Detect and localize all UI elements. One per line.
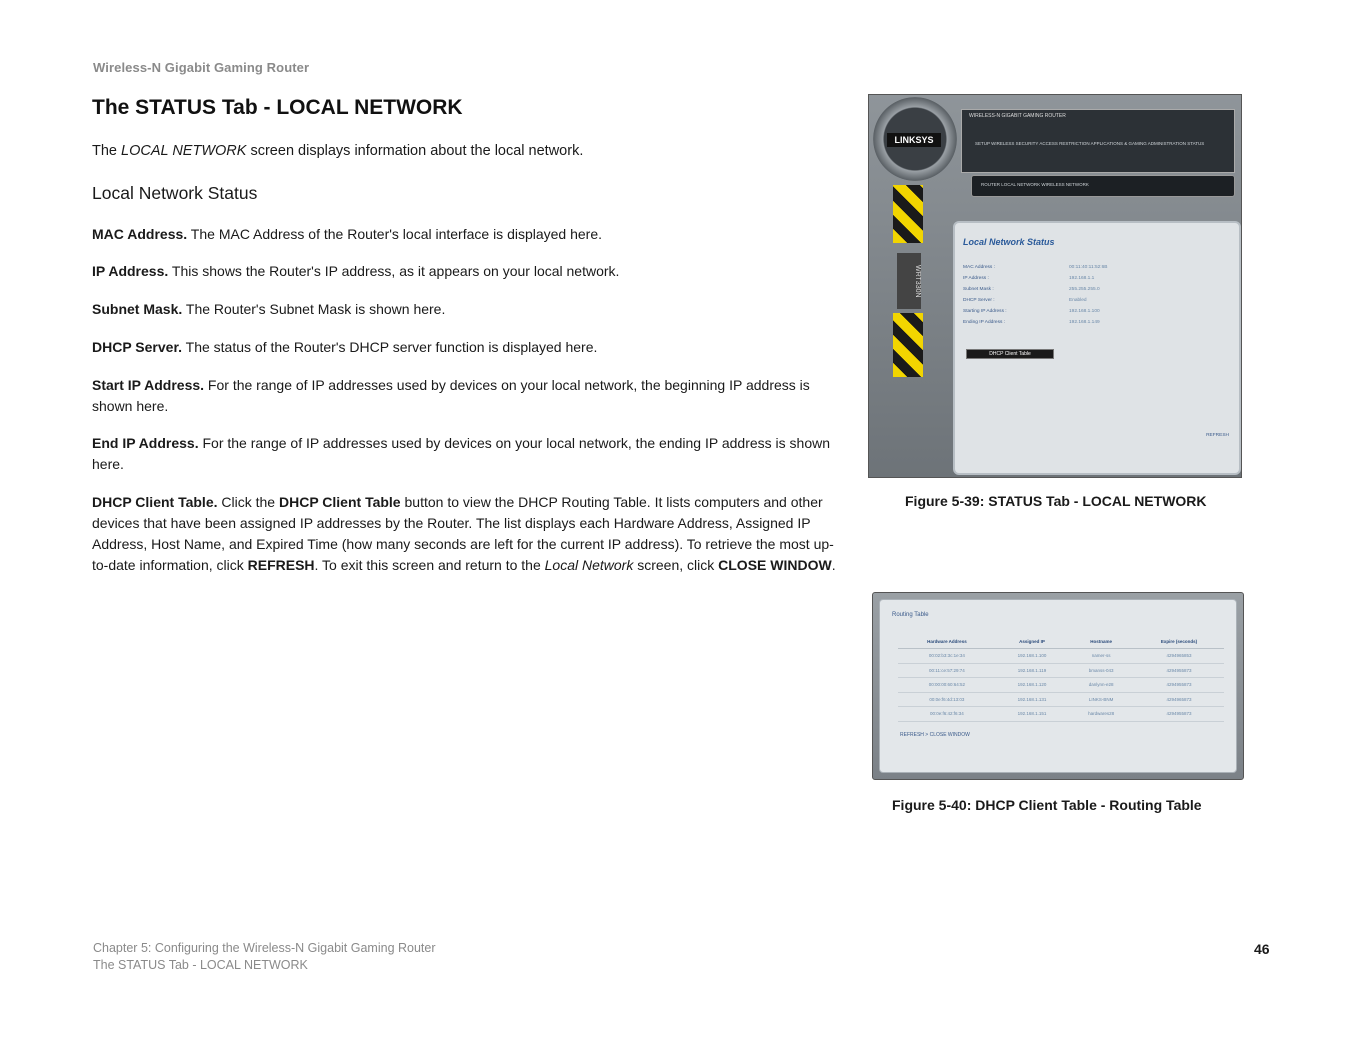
row-value: 255.255.255.0: [1069, 287, 1100, 292]
term: DHCP Client Table.: [92, 494, 218, 510]
table-row: [898, 678, 1224, 693]
hazard-stripe: [893, 313, 923, 377]
cell: 192.168.1.131: [996, 692, 1068, 707]
column-header: Assigned IP: [996, 634, 1068, 649]
row-label: MAC Address :: [963, 265, 995, 270]
cell: 4294955873: [1134, 678, 1224, 693]
figure-routing-table: [872, 592, 1244, 780]
definition-ip-address: [92, 261, 837, 282]
routing-table-title: Routing Table: [892, 612, 929, 618]
refresh-close-links[interactable]: REFRESH > CLOSE WINDOW: [900, 732, 970, 738]
page-number: 46: [1254, 941, 1270, 957]
footer-chapter: Chapter 5: Configuring the Wireless-N Gigabit Gaming Router: [93, 941, 436, 955]
intro-screen-name: LOCAL NETWORK: [121, 143, 247, 159]
table-row: [898, 663, 1224, 678]
definition-subnet-mask: [92, 299, 837, 320]
row-label: DHCP Server :: [963, 298, 995, 303]
text: .: [831, 557, 836, 573]
term: Start IP Address.: [92, 377, 205, 393]
definition-mac-address: [92, 224, 837, 245]
page-title: The STATUS Tab - LOCAL NETWORK: [92, 96, 463, 119]
definition-dhcp-client-table: [92, 492, 837, 576]
cell: 00:11:ce:57:29:74: [898, 663, 996, 678]
figure-status-local-network: [868, 94, 1242, 478]
status-panel: [953, 221, 1241, 475]
cell: 4294955873: [1134, 663, 1224, 678]
row-value: 192.168.1.149: [1069, 320, 1100, 325]
definition-start-ip: [92, 375, 837, 417]
description: The status of the Router's DHCP server function is displayed here.: [182, 339, 598, 355]
column-header: Hardware Address: [898, 634, 996, 649]
italic-ref: Local Network: [544, 557, 634, 573]
status-row: [963, 276, 1193, 281]
cell: 192.168.1.119: [996, 663, 1068, 678]
bold-ref: CLOSE WINDOW: [718, 557, 832, 573]
cell: 00:00:00:60:64:52: [898, 678, 996, 693]
term: End IP Address.: [92, 435, 199, 451]
cell: hardwares28: [1068, 707, 1134, 722]
description: This shows the Router's IP address, as it appears on your local network.: [168, 263, 620, 279]
bold-ref: REFRESH: [247, 557, 315, 573]
intro-paragraph: [92, 143, 583, 159]
row-value: 192.168.1.100: [1069, 309, 1100, 314]
intro-prefix: The: [92, 143, 122, 159]
column-header: Hostname: [1068, 634, 1134, 649]
figure-caption: Figure 5-40: DHCP Client Table - Routing Table: [892, 797, 1202, 813]
footer-section: The STATUS Tab - LOCAL NETWORK: [93, 958, 308, 972]
panel-title: Local Network Status: [963, 237, 1055, 247]
row-label: Starting IP Address :: [963, 309, 1007, 314]
definition-dhcp-server: [92, 337, 837, 358]
linksys-logo: LINKSYS: [887, 133, 941, 147]
routing-table: [898, 634, 1224, 722]
routing-table-panel: [879, 599, 1237, 773]
model-label: WRT330N: [897, 253, 921, 309]
table-row: [898, 649, 1224, 664]
row-value: 192.168.1.1: [1069, 276, 1095, 281]
term: IP Address.: [92, 263, 169, 279]
footer: [93, 940, 436, 974]
hazard-stripe: [893, 185, 923, 243]
running-head: Wireless-N Gigabit Gaming Router: [93, 60, 310, 75]
status-row: [963, 287, 1193, 292]
cell: 00:0e:f6:4d:13:03: [898, 692, 996, 707]
column-header: Expire (seconds): [1134, 634, 1224, 649]
description: The MAC Address of the Router's local interface is displayed here.: [187, 226, 603, 242]
row-value: 00:11:40:11:52:6B: [1069, 265, 1108, 270]
table-row: [898, 707, 1224, 722]
row-label: Ending IP Address :: [963, 320, 1006, 325]
bold-ref: DHCP Client Table: [278, 494, 401, 510]
cell: bmanss-043: [1068, 663, 1134, 678]
cell: 00:02:b3:3c:1e:34: [898, 649, 996, 664]
row-label: Subnet Mask :: [963, 287, 994, 292]
cell: namer-ss: [1068, 649, 1134, 664]
text: . To exit this screen and return to the: [314, 557, 545, 573]
cell: 4294965873: [1134, 692, 1224, 707]
main-tabs[interactable]: SETUP WIRELESS SECURITY ACCESS RESTRICTION APPLICATIONS & GAMING ADMINISTRATION STATUS: [975, 141, 1205, 146]
intro-suffix: screen displays information about the local network.: [246, 143, 584, 159]
term: MAC Address.: [92, 226, 188, 242]
row-label: IP Address :: [963, 276, 989, 281]
figure-caption: Figure 5-39: STATUS Tab - LOCAL NETWORK: [905, 493, 1207, 509]
cell: 00:0e:f6:42:f6:34: [898, 707, 996, 722]
term: DHCP Server.: [92, 339, 183, 355]
text: Click the: [217, 494, 279, 510]
status-row: [963, 298, 1193, 303]
term: Subnet Mask.: [92, 301, 183, 317]
cell: LINKS-BNM: [1068, 692, 1134, 707]
description: The Router's Subnet Mask is shown here.: [182, 301, 446, 317]
text: button to view the DHCP Routing Table. It lists computers and other devices that have been assigned IP addresses by the Router. The list displays each Hardware Address, Assigned IP Address, Host Name, and Expired Time (how many seconds are left for the current IP address). To retrieve the most up-to-date information, click: [92, 494, 834, 573]
description: For the range of IP addresses used by devices on your local network, the beginning IP address is shown here.: [92, 377, 810, 414]
cell: 192.168.1.120: [996, 678, 1068, 693]
refresh-link[interactable]: REFRESH: [1206, 433, 1229, 438]
cell: danlynn-e28: [1068, 678, 1134, 693]
section-heading: Local Network Status: [92, 183, 258, 203]
row-value: Enabled: [1069, 298, 1087, 303]
definition-end-ip: [92, 433, 837, 475]
status-row: [963, 309, 1193, 314]
cell: 192.168.1.151: [996, 707, 1068, 722]
table-row: [898, 692, 1224, 707]
sub-tabs[interactable]: ROUTER LOCAL NETWORK WIRELESS NETWORK: [981, 182, 1089, 187]
cell: 4294965853: [1134, 649, 1224, 664]
status-row: [963, 320, 1193, 325]
status-row: [963, 265, 1193, 270]
dhcp-client-table-button[interactable]: DHCP Client Table: [966, 349, 1054, 359]
cell: 4294955873: [1134, 707, 1224, 722]
description: For the range of IP addresses used by devices on your local network, the ending IP address is shown here.: [92, 435, 830, 472]
text: screen, click: [633, 557, 719, 573]
product-name: WIRELESS-N GIGABIT GAMING ROUTER: [969, 113, 1066, 119]
cell: 192.168.1.100: [996, 649, 1068, 664]
